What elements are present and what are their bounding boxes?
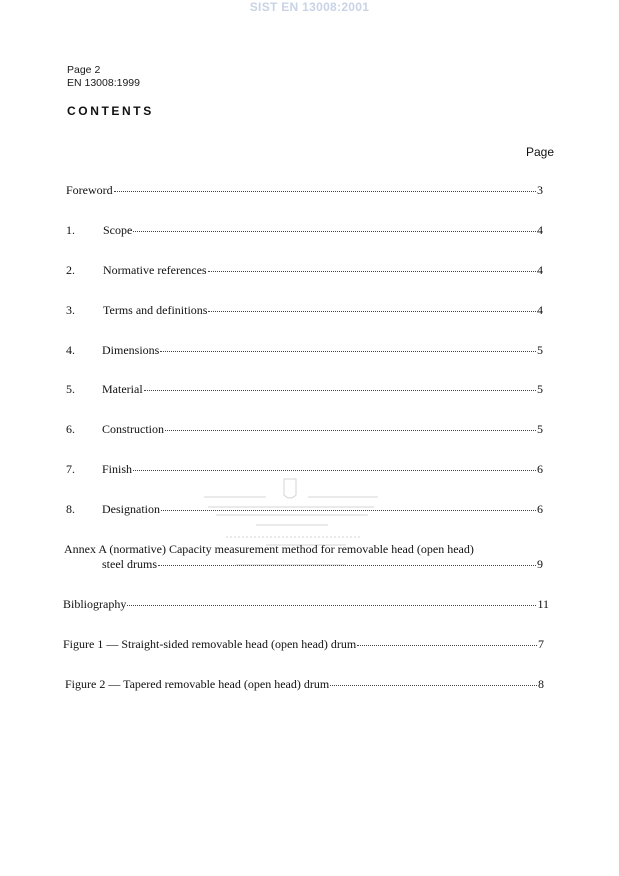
toc-entry-number: 5. [66,382,75,396]
toc-entry-page: 6 [537,462,543,476]
dot-leader [165,430,536,431]
toc-entry-page: 11 [537,597,549,611]
dot-leader [158,565,536,566]
toc-entry-page: 9 [537,557,543,571]
toc-entry-normative-references[interactable] [66,263,543,277]
toc-entry-page: 4 [537,263,543,277]
toc-entry-title: Normative references [103,263,207,277]
dot-leader [160,351,536,352]
dot-leader [114,191,536,192]
toc-entry-page: 5 [537,343,543,357]
toc-entry-material[interactable] [66,382,543,396]
toc-entry-dimensions[interactable] [66,343,543,357]
dot-leader [357,645,537,646]
toc-entry-scope[interactable] [66,223,543,237]
dot-leader [330,685,537,686]
toc-entry-terms-definitions[interactable] [66,303,543,317]
toc-entry-figure-2[interactable] [65,677,544,691]
watermark: SIST EN 13008:2001 [249,0,370,14]
toc-entry-page: 3 [537,183,543,197]
toc-entry-construction[interactable] [66,422,543,436]
toc-entry-title: Designation [102,502,160,516]
toc-entry-title: Finish [102,462,133,476]
toc-entry-number: 3. [66,303,75,317]
toc-entry-title: Foreword [66,183,113,197]
toc-entry-annex-a[interactable]: Annex A (normative) Capacity measurement method for removable head (open head) [64,542,474,556]
toc-entry-title: Construction [102,422,164,436]
contents-heading: CONTENTS [67,104,154,118]
toc-entry-figure-1[interactable] [63,637,544,651]
toc-entry-title: Terms and definitions [103,303,208,317]
toc-entry-page: 4 [537,223,543,237]
dot-leader [144,390,536,391]
toc-entry-foreword[interactable] [66,183,543,197]
dot-leader [127,605,536,606]
toc-entry-number: 4. [66,343,75,357]
toc-entry-number: 1. [66,223,75,237]
toc-entry-annex-a-continued[interactable] [102,557,543,571]
page-column-label: Page [526,145,555,159]
toc-entry-number: 2. [66,263,75,277]
toc-entry-title: Dimensions [102,343,160,357]
toc-entry-page: 6 [537,502,543,516]
standard-number: EN 13008:1999 [67,77,140,89]
page-number-label: Page 2 [67,64,101,76]
toc-entry-page: 5 [537,382,543,396]
toc-entry-page: 7 [538,637,544,651]
toc-entry-number: 8. [66,502,75,516]
toc-entry-title: Scope [103,223,133,237]
toc-entry-title: Material [102,382,143,396]
toc-entry-page: 5 [537,422,543,436]
toc-entry-number: 6. [66,422,75,436]
toc-entry-title: Figure 1 — Straight-sided removable head (open head) drum [63,637,357,651]
dot-leader [208,271,536,272]
dot-leader [133,231,536,232]
toc-entry-page: 8 [538,677,544,691]
toc-entry-number: 7. [66,462,75,476]
toc-entry-title: Bibliography [63,597,127,611]
toc-entry-title: Figure 2 — Tapered removable head (open head) drum [65,677,330,691]
dot-leader [133,470,536,471]
toc-entry-finish[interactable] [66,462,543,476]
toc-entry-bibliography[interactable] [63,597,549,611]
dot-leader [208,311,536,312]
toc-entry-page: 4 [537,303,543,317]
toc-entry-title: steel drums [102,557,157,571]
